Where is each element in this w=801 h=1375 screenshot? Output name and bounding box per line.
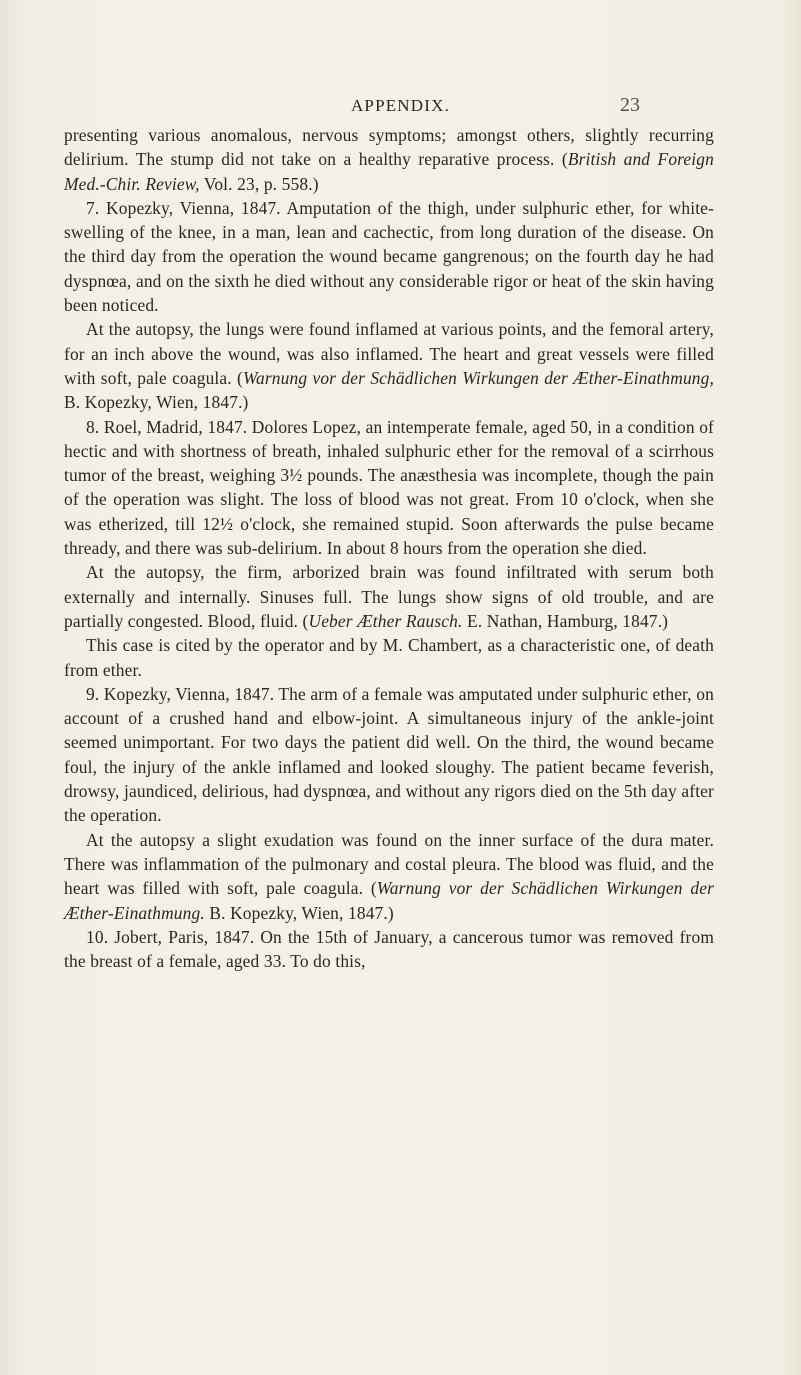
- text-run: presenting various anomalous, nervous symptoms; amongst others, slightly recurring delirium. The stump did not take on a healthy reparative process. (: [64, 125, 714, 170]
- text-run: 9. Kopezky, Vienna, 1847. The arm of a female was amputated under sulphuric ether, on account of a crushed hand and elbow-joint. A simultaneous injury of the ankle-joint seemed unimportant. For two days the patient did well. On the third, the wound became foul, the injury of the ankle inflamed and looked sloughy. The patient became feverish, drowsy, jaundiced, delirious, had dyspnœa, and without any rigors died on the 5th day after the operation.: [64, 683, 714, 826]
- citation-title: Warnung vor der Schädlichen Wirkungen der Æther-Einathmung,: [243, 367, 714, 388]
- page-number: 23: [620, 94, 640, 116]
- text-run: B. Kopezky, Wien, 1847.): [204, 902, 394, 923]
- running-title: APPENDIX.: [350, 96, 451, 115]
- case-10-paragraph: [64, 925, 714, 974]
- case-8-autopsy-paragraph: [64, 560, 714, 633]
- text-run: At the autopsy, the firm, arborized brain was found infiltrated with serum both externally and internally. Sinuses full. The lungs show signs of old trouble, and are partially congested. Blood, fluid. (: [64, 562, 714, 631]
- case-7-paragraph: [64, 196, 714, 317]
- text-run: 8. Roel, Madrid, 1847. Dolores Lopez, an intemperate female, aged 50, in a condition of hectic and with shortness of breath, inhaled sulphuric ether for the removal of a scirrhous tumor of the breast, weighing 3½ pounds. The anæsthesia was incomplete, though the pain of the operation was slight. The loss of blood was not great. From 10 o'clock, when she was etherized, till 12½ o'clock, she remained stupid. Soon afterwards the pulse became thready, and there was sub-delirium. In about 8 hours from the operation she died.: [64, 416, 714, 559]
- paragraph-continued: [64, 123, 714, 196]
- case-7-autopsy-paragraph: [64, 317, 714, 414]
- text-run: Vol. 23, p. 558.): [199, 173, 319, 194]
- case-9-paragraph: [64, 682, 714, 828]
- text-run: B. Kopezky, Wien, 1847.): [64, 392, 249, 413]
- citation-title: Warnung vor der Schädlichen Wirkungen der Æther-Einathmung.: [64, 878, 714, 923]
- page-header: [0, 94, 801, 124]
- citation-title: Ueber Æther Rausch.: [308, 610, 463, 631]
- case-9-autopsy-paragraph: [64, 828, 714, 925]
- text-run: This case is cited by the operator and by M. Chambert, as a characteristic one, of death from ether.: [64, 635, 714, 680]
- text-run: 7. Kopezky, Vienna, 1847. Amputation of the thigh, under sulphuric ether, for white-swelling of the knee, in a man, lean and cachectic, from long duration of the disease. On the third day from the operation the wound became gangrenous; on the fourth day he had dyspnœa, and on the sixth he died without any considerable rigor or heat of the skin having been noticed.: [64, 197, 714, 316]
- case-8-paragraph: [64, 415, 714, 561]
- text-run: At the autopsy, the lungs were found inflamed at various points, and the femoral artery, for an inch above the wound, was also inflamed. The heart and great vessels were filled with soft, pale coagula. (: [64, 319, 714, 388]
- body-text: [64, 123, 714, 973]
- case-8-note-paragraph: [64, 633, 714, 682]
- citation-title: British and Foreign Med.-Chir. Review,: [64, 149, 714, 194]
- text-run: At the autopsy a slight exudation was found on the inner surface of the dura mater. There was inflammation of the pulmonary and costal pleura. The blood was fluid, and the heart was filled with soft, pale coagula. (: [64, 829, 714, 899]
- text-run: 10. Jobert, Paris, 1847. On the 15th of January, a cancerous tumor was removed from the breast of a female, aged 33. To do this,: [64, 926, 714, 972]
- text-run: E. Nathan, Hamburg, 1847.): [462, 610, 669, 631]
